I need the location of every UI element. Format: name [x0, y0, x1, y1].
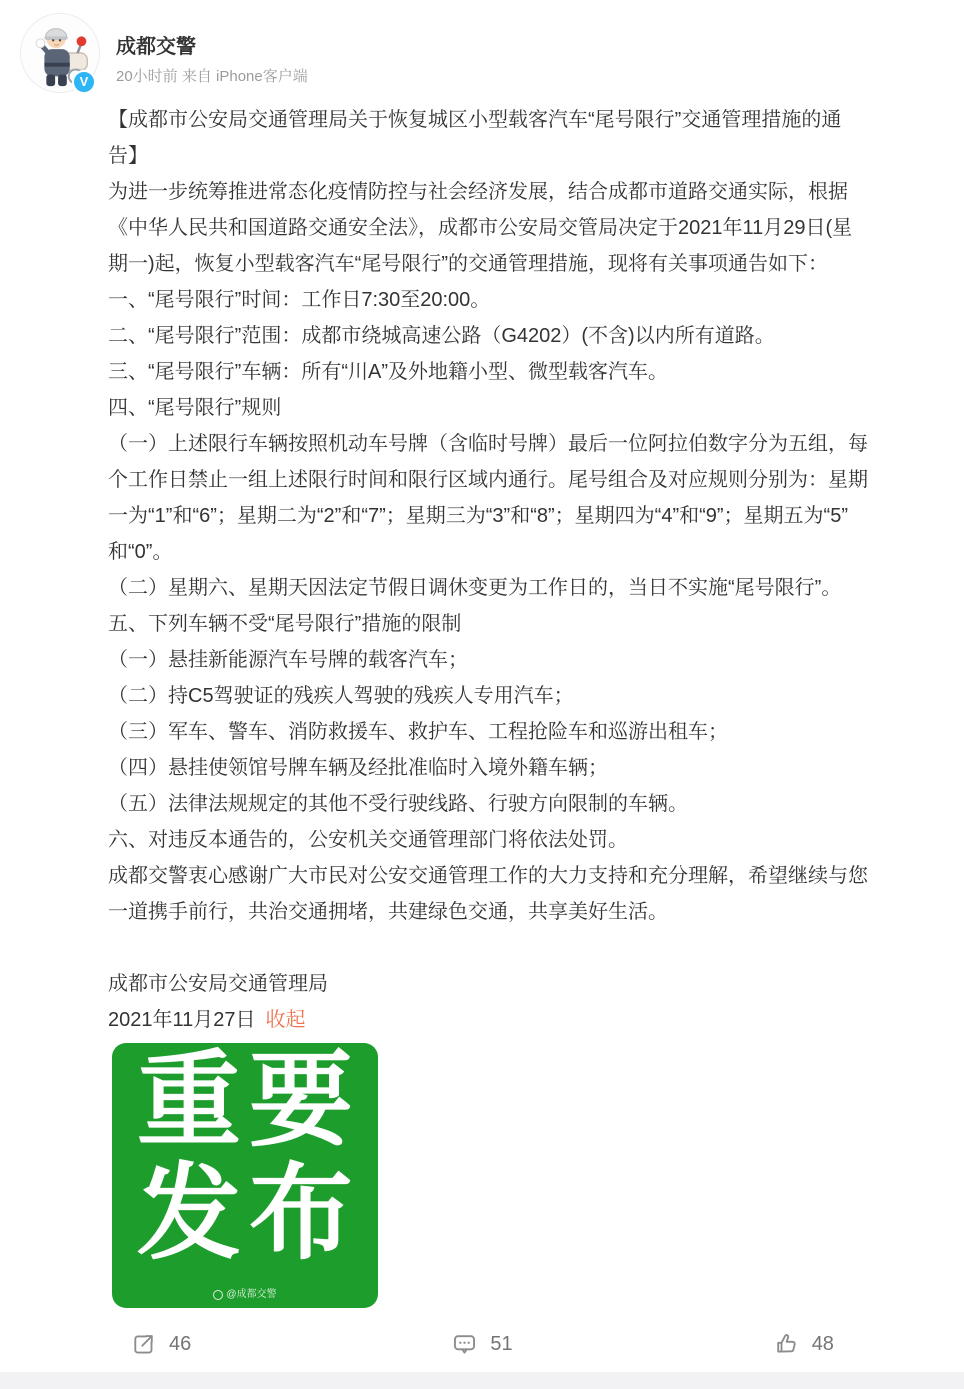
post-text-line: 一道携手前行，共治交通拥堵，共建绿色交通，共享美好生活。	[108, 901, 668, 923]
post-text-line	[108, 930, 928, 966]
post-text-line: 为进一步统筹推进常态化疫情防控与社会经济发展，结合成都市道路交通实际，根据	[108, 181, 848, 203]
post-text-line: 四、“尾号限行”规则	[108, 397, 282, 419]
watermark-text: @成都交警	[226, 1289, 277, 1300]
post-text	[108, 102, 928, 1002]
image-text-line1: 重要	[136, 1043, 361, 1159]
image-watermark	[112, 1289, 378, 1301]
action-bar	[0, 1318, 964, 1370]
post-text-line: （二）星期六、星期天因法定节假日调休变更为工作日的，当日不实施“尾号限行”。	[108, 577, 842, 599]
post-date: 2021年11月27日	[108, 1009, 256, 1031]
post-meta: 20小时前 来自 iPhone客户端	[116, 68, 308, 85]
post-text-line: （二）持C5驾驶证的残疾人驾驶的残疾人专用汽车；	[108, 685, 574, 707]
thumbs-up-icon	[773, 1331, 800, 1358]
post-date-row	[108, 1002, 928, 1038]
image-text-line2: 发布	[136, 1156, 361, 1272]
verified-badge-icon: V	[72, 70, 96, 94]
post-text-line: 一、“尾号限行”时间：工作日7:30至20:00。	[108, 289, 491, 311]
post-image-important-release[interactable]	[112, 1043, 378, 1308]
post-text-line: 三、“尾号限行”车辆：所有“川A”及外地籍小型、微型载客汽车。	[108, 361, 668, 383]
post-text-line: 《中华人民共和国道路交通安全法》，成都市公安局交管局决定于2021年11月29日(星	[108, 217, 853, 239]
post-text-line: （五）法律法规规定的其他不受行驶线路、行驶方向限制的车辆。	[108, 793, 688, 815]
user-name[interactable]: 成都交警	[116, 36, 196, 58]
post-text-line: 【成都市公安局交通管理局关于恢复城区小型载客汽车“尾号限行”交通管理措施的通	[108, 109, 842, 131]
post-text-line: 告】	[108, 145, 148, 167]
post-text-line: 六、对违反本通告的，公安机关交通管理部门将依法处罚。	[108, 829, 628, 851]
post-text-line: 成都市公安局交通管理局	[108, 973, 328, 995]
post-text-line: （一）上述限行车辆按照机动车号牌（含临时号牌）最后一位阿拉伯数字分为五组，每	[108, 433, 868, 455]
watermark-logo-icon	[213, 1290, 223, 1300]
like-count: 48	[811, 1332, 834, 1355]
post-body	[108, 102, 928, 1308]
post-text-line: 一为“1”和“6”；星期二为“2”和“7”；星期三为“3”和“8”；星期四为“4”和“9”；星期五为“5”	[108, 505, 848, 527]
post-text-line: 二、“尾号限行”范围：成都市绕城高速公路（G4202）(不含)以内所有道路。	[108, 325, 775, 347]
comment-count: 51	[490, 1332, 513, 1355]
share-count: 46	[169, 1332, 192, 1355]
post-text-line: 五、下列车辆不受“尾号限行”措施的限制	[108, 613, 462, 635]
post-text-line: （三）军车、警车、消防救援车、救护车、工程抢险车和巡游出租车；	[108, 721, 728, 743]
post-text-line: 成都交警衷心感谢广大市民对公安交通管理工作的大力支持和充分理解，希望继续与您	[108, 865, 868, 887]
post-text-line: （一）悬挂新能源汽车号牌的载客汽车；	[108, 649, 468, 671]
post-text-line: （四）悬挂使领馆号牌车辆及经批准临时入境外籍车辆；	[108, 757, 608, 779]
post-text-line: 期一)起，恢复小型载客汽车“尾号限行”的交通管理措施，现将有关事项通告如下：	[108, 253, 828, 275]
like-button[interactable]	[643, 1318, 964, 1370]
share-button[interactable]	[0, 1318, 321, 1370]
share-icon	[130, 1331, 157, 1358]
collapse-link[interactable]: 收起	[265, 1009, 306, 1031]
post-text-line: 个工作日禁止一组上述限行时间和限行区域内通行。尾号组合及对应规则分别为：星期	[108, 469, 868, 491]
comment-icon	[451, 1331, 478, 1358]
comment-button[interactable]	[321, 1318, 642, 1370]
bottom-strip	[0, 1372, 964, 1389]
post-text-line: 和“0”。	[108, 541, 173, 563]
